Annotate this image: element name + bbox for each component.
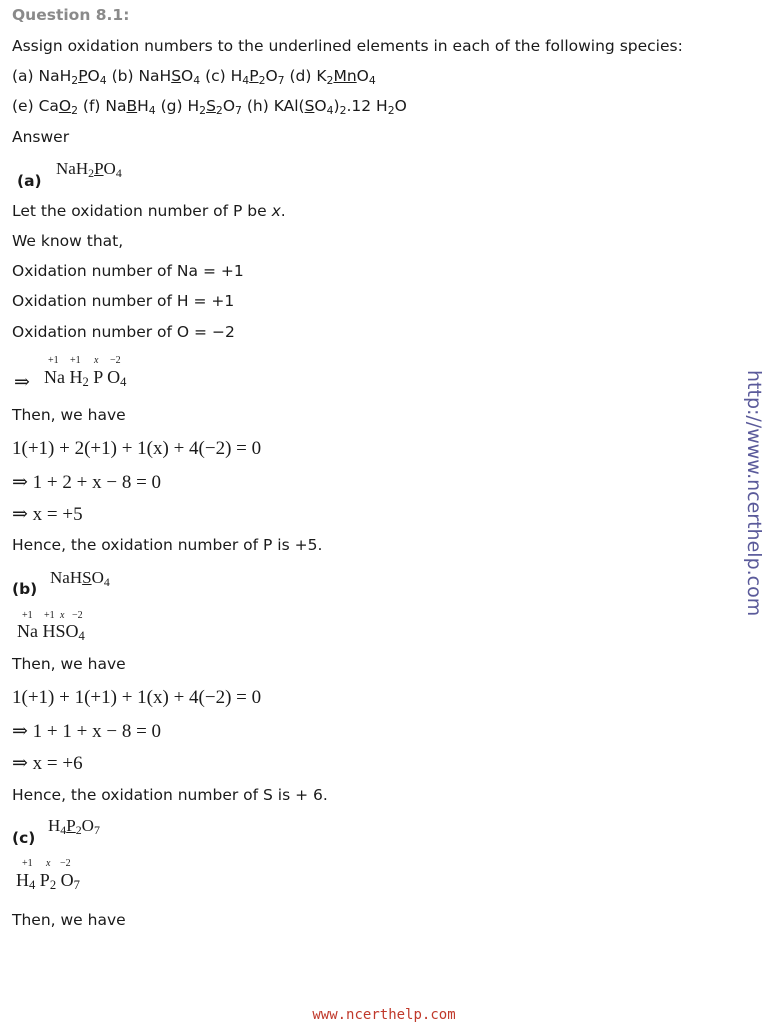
footer-link[interactable]: www.ncerthelp.com <box>312 1007 456 1023</box>
part-b-hence: Hence, the oxidation number of S is + 6. <box>12 786 328 804</box>
part-b-label: (b) <box>12 580 38 598</box>
part-a-arrow-formula: ⇒ +1 +1 x −2 Na $H_2$ P $O_4$ <box>14 355 127 393</box>
part-a-eq1: 1(+1) + 2(+1) + 1(x) + 4(−2) = 0 <box>12 438 262 459</box>
question-prompt: Assign oxidation numbers to the underlined elements in each of the following species: <box>12 37 683 55</box>
part-a-hence: Hence, the oxidation number of P is +5. <box>12 536 323 554</box>
side-watermark-link[interactable]: http://www.ncerthelp.com <box>743 370 765 617</box>
part-c-label: (c) <box>12 829 36 847</box>
options-line-1: (a) $NaH_2PO_4$ (b) NaHSO$_4$ (c) $H_4P_2O_7$ (d) $K_2MnO_4$ <box>12 67 376 87</box>
options-line-2: (e) CaO$_2$ (f) NaBH$_4$ (g) $H_2S_2O_7$ (h) $KAl(SO_4)_2.12$ $H_2O$ <box>12 97 407 117</box>
part-a-eq2: ⇒ 1 + 2 + x − 8 = 0 <box>12 472 162 493</box>
part-a-label: (a) <box>17 172 42 190</box>
part-c-then: Then, we have <box>12 911 126 929</box>
answer-label: Answer <box>12 128 70 146</box>
part-c-formula: $H_4P_2O_7$ <box>48 816 100 837</box>
part-b-ox-formula: +1 +1 x −2 Na $HSO_4$ <box>17 610 85 643</box>
part-c-ox-formula: +1 x −2 $H_4$ $P_2$ $O_7$ <box>16 858 80 892</box>
part-a-we-know: We know that, <box>12 232 124 250</box>
part-b-then: Then, we have <box>12 655 126 673</box>
part-a-ox-h: Oxidation number of H = +1 <box>12 292 235 310</box>
part-b-eq1: 1(+1) + 1(+1) + 1(x) + 4(−2) = 0 <box>12 687 262 708</box>
part-a-ox-o: Oxidation number of O = −2 <box>12 323 235 341</box>
part-a-formula: $NaH_2PO_4$ <box>56 159 122 180</box>
part-b-eq3: ⇒ x = +6 <box>12 753 83 774</box>
question-label: Question 8.1: <box>12 6 130 24</box>
part-a-ox-na: Oxidation number of Na = +1 <box>12 262 244 280</box>
part-a-eq3: ⇒ x = +5 <box>12 504 83 525</box>
part-b-eq2: ⇒ 1 + 1 + x − 8 = 0 <box>12 721 162 742</box>
part-a-let: Let the oxidation number of P be x. <box>12 202 286 220</box>
part-b-formula: NaHSO$_4$ <box>50 568 110 589</box>
part-a-then: Then, we have <box>12 406 126 424</box>
